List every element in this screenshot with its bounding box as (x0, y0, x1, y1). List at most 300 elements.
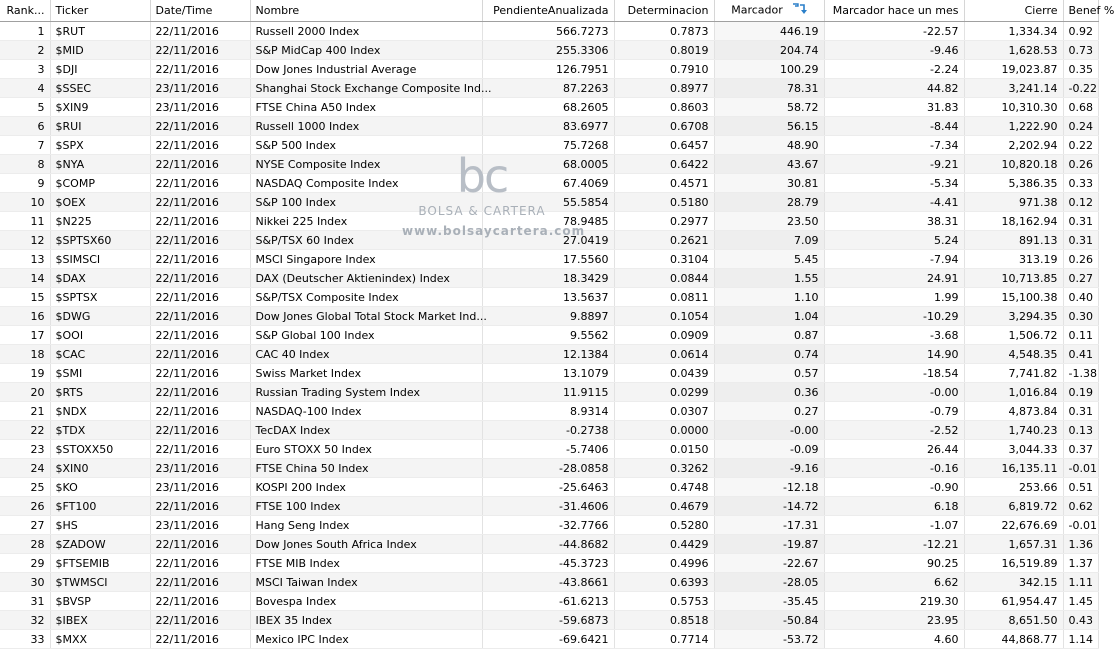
cell-ticker: $SPX (50, 136, 150, 155)
cell-nombre: S&P Global 100 Index (250, 326, 482, 345)
cell-cierre: 6,819.72 (964, 497, 1063, 516)
cell-marcador: -14.72 (714, 497, 824, 516)
cell-marcador-mes: 24.91 (824, 269, 964, 288)
cell-determinacion: 0.6422 (614, 155, 714, 174)
cell-marcador-mes: -0.00 (824, 383, 964, 402)
cell-ticker: $SPTSX (50, 288, 150, 307)
cell-benef: 0.27 (1063, 269, 1098, 288)
cell-marcador: -22.67 (714, 554, 824, 573)
sort-descending-icon (791, 2, 807, 19)
cell-datetime: 22/11/2016 (150, 193, 250, 212)
cell-ticker: $XIN9 (50, 98, 150, 117)
cell-nombre: Swiss Market Index (250, 364, 482, 383)
cell-nombre: TecDAX Index (250, 421, 482, 440)
cell-ticker: $CAC (50, 345, 150, 364)
cell-cierre: 2,202.94 (964, 136, 1063, 155)
cell-marcador-mes: 23.95 (824, 611, 964, 630)
cell-ticker: $MXX (50, 630, 150, 649)
table-row[interactable] (0, 497, 1098, 516)
cell-marcador: 56.15 (714, 117, 824, 136)
cell-determinacion: 0.1054 (614, 307, 714, 326)
cell-cierre: 1,506.72 (964, 326, 1063, 345)
cell-nombre: S&P/TSX Composite Index (250, 288, 482, 307)
cell-marcador: -12.18 (714, 478, 824, 497)
cell-marcador: 1.55 (714, 269, 824, 288)
cell-determinacion: 0.4429 (614, 535, 714, 554)
col-header-determinacion[interactable]: Determinacion (614, 0, 714, 22)
cell-rank: 12 (0, 231, 50, 250)
cell-nombre: CAC 40 Index (250, 345, 482, 364)
cell-ticker: $HS (50, 516, 150, 535)
cell-datetime: 22/11/2016 (150, 174, 250, 193)
cell-rank: 11 (0, 212, 50, 231)
cell-benef: 0.24 (1063, 117, 1098, 136)
cell-marcador-mes: -8.44 (824, 117, 964, 136)
cell-marcador-mes: -0.16 (824, 459, 964, 478)
table-row[interactable] (0, 288, 1098, 307)
cell-nombre: IBEX 35 Index (250, 611, 482, 630)
cell-marcador-mes: 6.18 (824, 497, 964, 516)
cell-determinacion: 0.0909 (614, 326, 714, 345)
cell-pendiente: 9.8897 (482, 307, 614, 326)
cell-datetime: 22/11/2016 (150, 60, 250, 79)
cell-marcador: 0.36 (714, 383, 824, 402)
cell-datetime: 22/11/2016 (150, 155, 250, 174)
cell-pendiente: 126.7951 (482, 60, 614, 79)
cell-marcador-mes: -2.24 (824, 60, 964, 79)
cell-rank: 27 (0, 516, 50, 535)
cell-nombre: Russell 1000 Index (250, 117, 482, 136)
cell-pendiente: 75.7268 (482, 136, 614, 155)
table-row[interactable] (0, 174, 1098, 193)
cell-benef: 0.19 (1063, 383, 1098, 402)
cell-ticker: $MID (50, 41, 150, 60)
col-header-ticker[interactable]: Ticker (50, 0, 150, 22)
watermark-name: BOLSA & CARTERA (418, 204, 546, 218)
cell-datetime: 22/11/2016 (150, 573, 250, 592)
cell-cierre: 22,676.69 (964, 516, 1063, 535)
cell-rank: 33 (0, 630, 50, 649)
cell-cierre: 342.15 (964, 573, 1063, 592)
cell-datetime: 22/11/2016 (150, 630, 250, 649)
cell-determinacion: 0.3104 (614, 250, 714, 269)
cell-nombre: Russell 2000 Index (250, 22, 482, 41)
cell-ticker: $OOI (50, 326, 150, 345)
cell-marcador: -17.31 (714, 516, 824, 535)
cell-nombre: NASDAQ-100 Index (250, 402, 482, 421)
cell-determinacion: 0.2977 (614, 212, 714, 231)
cell-pendiente: -0.2738 (482, 421, 614, 440)
cell-datetime: 22/11/2016 (150, 421, 250, 440)
cell-cierre: 1,016.84 (964, 383, 1063, 402)
cell-benef: 0.11 (1063, 326, 1098, 345)
cell-rank: 2 (0, 41, 50, 60)
cell-benef: 0.33 (1063, 174, 1098, 193)
cell-rank: 29 (0, 554, 50, 573)
cell-determinacion: 0.4996 (614, 554, 714, 573)
cell-marcador-mes: 38.31 (824, 212, 964, 231)
cell-marcador-mes: -9.21 (824, 155, 964, 174)
cell-marcador: 0.74 (714, 345, 824, 364)
cell-ticker: $FT100 (50, 497, 150, 516)
table-row[interactable] (0, 326, 1098, 345)
cell-datetime: 22/11/2016 (150, 611, 250, 630)
table-row[interactable] (0, 535, 1098, 554)
cell-marcador-mes: -5.34 (824, 174, 964, 193)
cell-determinacion: 0.0299 (614, 383, 714, 402)
cell-cierre: 19,023.87 (964, 60, 1063, 79)
cell-datetime: 22/11/2016 (150, 364, 250, 383)
cell-pendiente: -32.7766 (482, 516, 614, 535)
cell-benef: 0.73 (1063, 41, 1098, 60)
table-row[interactable] (0, 193, 1098, 212)
cell-determinacion: 0.8518 (614, 611, 714, 630)
table-row[interactable] (0, 60, 1098, 79)
col-header-datetime[interactable]: Date/Time (150, 0, 250, 22)
cell-ticker: $COMP (50, 174, 150, 193)
cell-ticker: $FTSEMIB (50, 554, 150, 573)
cell-datetime: 23/11/2016 (150, 516, 250, 535)
cell-ticker: $NDX (50, 402, 150, 421)
cell-ticker: $SMI (50, 364, 150, 383)
cell-rank: 22 (0, 421, 50, 440)
cell-datetime: 23/11/2016 (150, 459, 250, 478)
table-row[interactable] (0, 41, 1098, 60)
cell-cierre: 18,162.94 (964, 212, 1063, 231)
cell-marcador: 0.27 (714, 402, 824, 421)
cell-pendiente: 9.5562 (482, 326, 614, 345)
cell-nombre: Bovespa Index (250, 592, 482, 611)
cell-nombre: Nikkei 225 Index (250, 212, 482, 231)
cell-marcador: -0.00 (714, 421, 824, 440)
cell-benef: 0.31 (1063, 402, 1098, 421)
cell-pendiente: -31.4606 (482, 497, 614, 516)
cell-marcador-mes: -10.29 (824, 307, 964, 326)
cell-nombre: Hang Seng Index (250, 516, 482, 535)
cell-cierre: 1,657.31 (964, 535, 1063, 554)
cell-ticker: $SSEC (50, 79, 150, 98)
cell-cierre: 10,820.18 (964, 155, 1063, 174)
table-row[interactable] (0, 478, 1098, 497)
col-header-marcador-label: Marcador (731, 3, 783, 17)
cell-benef: 1.45 (1063, 592, 1098, 611)
col-header-marcador-mes[interactable]: Marcador hace un mes (824, 0, 964, 22)
cell-rank: 13 (0, 250, 50, 269)
cell-marcador-mes: -4.41 (824, 193, 964, 212)
table-row[interactable] (0, 117, 1098, 136)
cell-marcador: 0.57 (714, 364, 824, 383)
cell-ticker: $ZADOW (50, 535, 150, 554)
cell-datetime: 22/11/2016 (150, 136, 250, 155)
cell-ticker: $RUI (50, 117, 150, 136)
cell-datetime: 22/11/2016 (150, 592, 250, 611)
cell-marcador-mes: 90.25 (824, 554, 964, 573)
cell-cierre: 61,954.47 (964, 592, 1063, 611)
cell-cierre: 3,294.35 (964, 307, 1063, 326)
cell-benef: 1.11 (1063, 573, 1098, 592)
cell-datetime: 22/11/2016 (150, 307, 250, 326)
cell-marcador: 1.10 (714, 288, 824, 307)
cell-marcador-mes: -2.52 (824, 421, 964, 440)
table-row[interactable] (0, 383, 1098, 402)
cell-datetime: 23/11/2016 (150, 79, 250, 98)
cell-cierre: 1,334.34 (964, 22, 1063, 41)
cell-benef: 1.14 (1063, 630, 1098, 649)
cell-rank: 19 (0, 364, 50, 383)
cell-datetime: 23/11/2016 (150, 98, 250, 117)
cell-marcador: 23.50 (714, 212, 824, 231)
cell-cierre: 8,651.50 (964, 611, 1063, 630)
table-row[interactable] (0, 307, 1098, 326)
col-header-cierre[interactable]: Cierre (964, 0, 1063, 22)
cell-ticker: $DAX (50, 269, 150, 288)
cell-rank: 10 (0, 193, 50, 212)
cell-marcador-mes: -9.46 (824, 41, 964, 60)
cell-nombre: Dow Jones Industrial Average (250, 60, 482, 79)
cell-nombre: Russian Trading System Index (250, 383, 482, 402)
cell-pendiente: -45.3723 (482, 554, 614, 573)
cell-cierre: 15,100.38 (964, 288, 1063, 307)
col-header-pendiente[interactable]: PendienteAnualizada (482, 0, 614, 22)
cell-rank: 30 (0, 573, 50, 592)
cell-nombre: MSCI Singapore Index (250, 250, 482, 269)
cell-benef: 1.37 (1063, 554, 1098, 573)
cell-determinacion: 0.5180 (614, 193, 714, 212)
header-row (0, 0, 1098, 22)
cell-determinacion: 0.5753 (614, 592, 714, 611)
table-row[interactable] (0, 98, 1098, 117)
table-row[interactable] (0, 421, 1098, 440)
cell-marcador: 5.45 (714, 250, 824, 269)
cell-benef: 0.68 (1063, 98, 1098, 117)
cell-benef: 0.51 (1063, 478, 1098, 497)
cell-determinacion: 0.0307 (614, 402, 714, 421)
cell-nombre: FTSE China 50 Index (250, 459, 482, 478)
cell-ticker: $TDX (50, 421, 150, 440)
cell-benef: 0.30 (1063, 307, 1098, 326)
cell-benef: 0.35 (1063, 60, 1098, 79)
cell-ticker: $BVSP (50, 592, 150, 611)
cell-marcador-mes: 44.82 (824, 79, 964, 98)
cell-benef: 0.41 (1063, 345, 1098, 364)
cell-rank: 15 (0, 288, 50, 307)
cell-datetime: 22/11/2016 (150, 288, 250, 307)
cell-cierre: 4,548.35 (964, 345, 1063, 364)
cell-pendiente: 83.6977 (482, 117, 614, 136)
cell-benef: 0.26 (1063, 250, 1098, 269)
cell-rank: 14 (0, 269, 50, 288)
table-row[interactable] (0, 250, 1098, 269)
table-row[interactable] (0, 516, 1098, 535)
cell-nombre: NASDAQ Composite Index (250, 174, 482, 193)
col-header-benef[interactable]: Benef % (1063, 0, 1098, 22)
cell-marcador: -9.16 (714, 459, 824, 478)
cell-marcador-mes: 31.83 (824, 98, 964, 117)
cell-determinacion: 0.0150 (614, 440, 714, 459)
table-row[interactable] (0, 345, 1098, 364)
cell-marcador-mes: -18.54 (824, 364, 964, 383)
cell-marcador: 58.72 (714, 98, 824, 117)
cell-determinacion: 0.0000 (614, 421, 714, 440)
table-row[interactable] (0, 573, 1098, 592)
cell-rank: 3 (0, 60, 50, 79)
cell-cierre: 4,873.84 (964, 402, 1063, 421)
cell-rank: 17 (0, 326, 50, 345)
cell-pendiente: -59.6873 (482, 611, 614, 630)
cell-pendiente: 68.2605 (482, 98, 614, 117)
cell-benef: 0.22 (1063, 136, 1098, 155)
table-row[interactable] (0, 155, 1098, 174)
cell-cierre: 16,135.11 (964, 459, 1063, 478)
cell-pendiente: 12.1384 (482, 345, 614, 364)
cell-pendiente: 13.5637 (482, 288, 614, 307)
cell-rank: 20 (0, 383, 50, 402)
cell-ticker: $N225 (50, 212, 150, 231)
cell-rank: 7 (0, 136, 50, 155)
cell-benef: 0.43 (1063, 611, 1098, 630)
cell-cierre: 1,222.90 (964, 117, 1063, 136)
table-row[interactable] (0, 592, 1098, 611)
cell-benef: -0.01 (1063, 459, 1098, 478)
cell-marcador-mes: -0.79 (824, 402, 964, 421)
cell-nombre: S&P/TSX 60 Index (250, 231, 482, 250)
cell-marcador: 48.90 (714, 136, 824, 155)
cell-nombre: S&P 100 Index (250, 193, 482, 212)
cell-rank: 32 (0, 611, 50, 630)
cell-ticker: $RTS (50, 383, 150, 402)
cell-benef: 0.31 (1063, 212, 1098, 231)
table-row[interactable] (0, 79, 1098, 98)
cell-marcador-mes: -7.94 (824, 250, 964, 269)
table-row[interactable] (0, 440, 1098, 459)
table-row[interactable] (0, 630, 1098, 649)
cell-rank: 18 (0, 345, 50, 364)
cell-determinacion: 0.8977 (614, 79, 714, 98)
cell-marcador-mes: 14.90 (824, 345, 964, 364)
cell-cierre: 1,628.53 (964, 41, 1063, 60)
cell-determinacion: 0.0811 (614, 288, 714, 307)
cell-benef: 0.13 (1063, 421, 1098, 440)
col-header-nombre[interactable]: Nombre (250, 0, 482, 22)
cell-rank: 9 (0, 174, 50, 193)
cell-marcador: -50.84 (714, 611, 824, 630)
cell-determinacion: 0.3262 (614, 459, 714, 478)
cell-benef: 0.26 (1063, 155, 1098, 174)
cell-pendiente: -44.8682 (482, 535, 614, 554)
cell-cierre: 971.38 (964, 193, 1063, 212)
cell-determinacion: 0.7873 (614, 22, 714, 41)
cell-nombre: Dow Jones South Africa Index (250, 535, 482, 554)
cell-cierre: 44,868.77 (964, 630, 1063, 649)
cell-marcador-mes: -3.68 (824, 326, 964, 345)
cell-ticker: $OEX (50, 193, 150, 212)
table-row[interactable] (0, 212, 1098, 231)
cell-rank: 6 (0, 117, 50, 136)
cell-cierre: 10,713.85 (964, 269, 1063, 288)
cell-rank: 16 (0, 307, 50, 326)
cell-pendiente: 87.2263 (482, 79, 614, 98)
col-header-marcador[interactable] (714, 0, 824, 22)
cell-determinacion: 0.8019 (614, 41, 714, 60)
cell-determinacion: 0.0614 (614, 345, 714, 364)
cell-nombre: Dow Jones Global Total Stock Market Ind... (250, 307, 482, 326)
cell-nombre: S&P 500 Index (250, 136, 482, 155)
cell-pendiente: -61.6213 (482, 592, 614, 611)
cell-pendiente: 18.3429 (482, 269, 614, 288)
cell-nombre: DAX (Deutscher Aktienindex) Index (250, 269, 482, 288)
cell-datetime: 22/11/2016 (150, 440, 250, 459)
cell-nombre: Mexico IPC Index (250, 630, 482, 649)
cell-marcador: -0.09 (714, 440, 824, 459)
cell-nombre: KOSPI 200 Index (250, 478, 482, 497)
col-header-rank[interactable]: Rank... (0, 0, 50, 22)
cell-pendiente: -43.8661 (482, 573, 614, 592)
cell-marcador-mes: -12.21 (824, 535, 964, 554)
table-row[interactable] (0, 231, 1098, 250)
cell-datetime: 22/11/2016 (150, 212, 250, 231)
cell-benef: -1.38 (1063, 364, 1098, 383)
cell-rank: 25 (0, 478, 50, 497)
table-row[interactable] (0, 22, 1098, 41)
cell-marcador-mes: -22.57 (824, 22, 964, 41)
cell-determinacion: 0.6457 (614, 136, 714, 155)
cell-datetime: 22/11/2016 (150, 269, 250, 288)
cell-datetime: 22/11/2016 (150, 22, 250, 41)
cell-datetime: 22/11/2016 (150, 535, 250, 554)
cell-ticker: $NYA (50, 155, 150, 174)
cell-marcador-mes: 5.24 (824, 231, 964, 250)
table-row[interactable] (0, 402, 1098, 421)
cell-determinacion: 0.2621 (614, 231, 714, 250)
cell-pendiente: 78.9485 (482, 212, 614, 231)
cell-ticker: $DWG (50, 307, 150, 326)
cell-pendiente: 11.9115 (482, 383, 614, 402)
cell-marcador: 446.19 (714, 22, 824, 41)
cell-cierre: 7,741.82 (964, 364, 1063, 383)
cell-nombre: NYSE Composite Index (250, 155, 482, 174)
cell-cierre: 1,740.23 (964, 421, 1063, 440)
cell-rank: 5 (0, 98, 50, 117)
cell-datetime: 22/11/2016 (150, 231, 250, 250)
cell-determinacion: 0.7910 (614, 60, 714, 79)
table-row[interactable] (0, 611, 1098, 630)
cell-marcador: 43.67 (714, 155, 824, 174)
watermark-logo: bc (456, 149, 508, 203)
cell-datetime: 22/11/2016 (150, 554, 250, 573)
table-row[interactable] (0, 459, 1098, 478)
cell-rank: 4 (0, 79, 50, 98)
cell-ticker: $IBEX (50, 611, 150, 630)
cell-benef: 0.40 (1063, 288, 1098, 307)
cell-marcador: -35.45 (714, 592, 824, 611)
cell-marcador-mes: -7.34 (824, 136, 964, 155)
cell-marcador-mes: -0.90 (824, 478, 964, 497)
table-row[interactable] (0, 364, 1098, 383)
cell-nombre: FTSE China A50 Index (250, 98, 482, 117)
cell-cierre: 10,310.30 (964, 98, 1063, 117)
table-row[interactable] (0, 554, 1098, 573)
table-row[interactable] (0, 269, 1098, 288)
cell-ticker: $SIMSCI (50, 250, 150, 269)
cell-pendiente: 67.4069 (482, 174, 614, 193)
cell-marcador: -53.72 (714, 630, 824, 649)
cell-cierre: 891.13 (964, 231, 1063, 250)
cell-pendiente: 55.5854 (482, 193, 614, 212)
cell-cierre: 253.66 (964, 478, 1063, 497)
table-row[interactable] (0, 136, 1098, 155)
cell-pendiente: 27.0419 (482, 231, 614, 250)
cell-datetime: 22/11/2016 (150, 117, 250, 136)
